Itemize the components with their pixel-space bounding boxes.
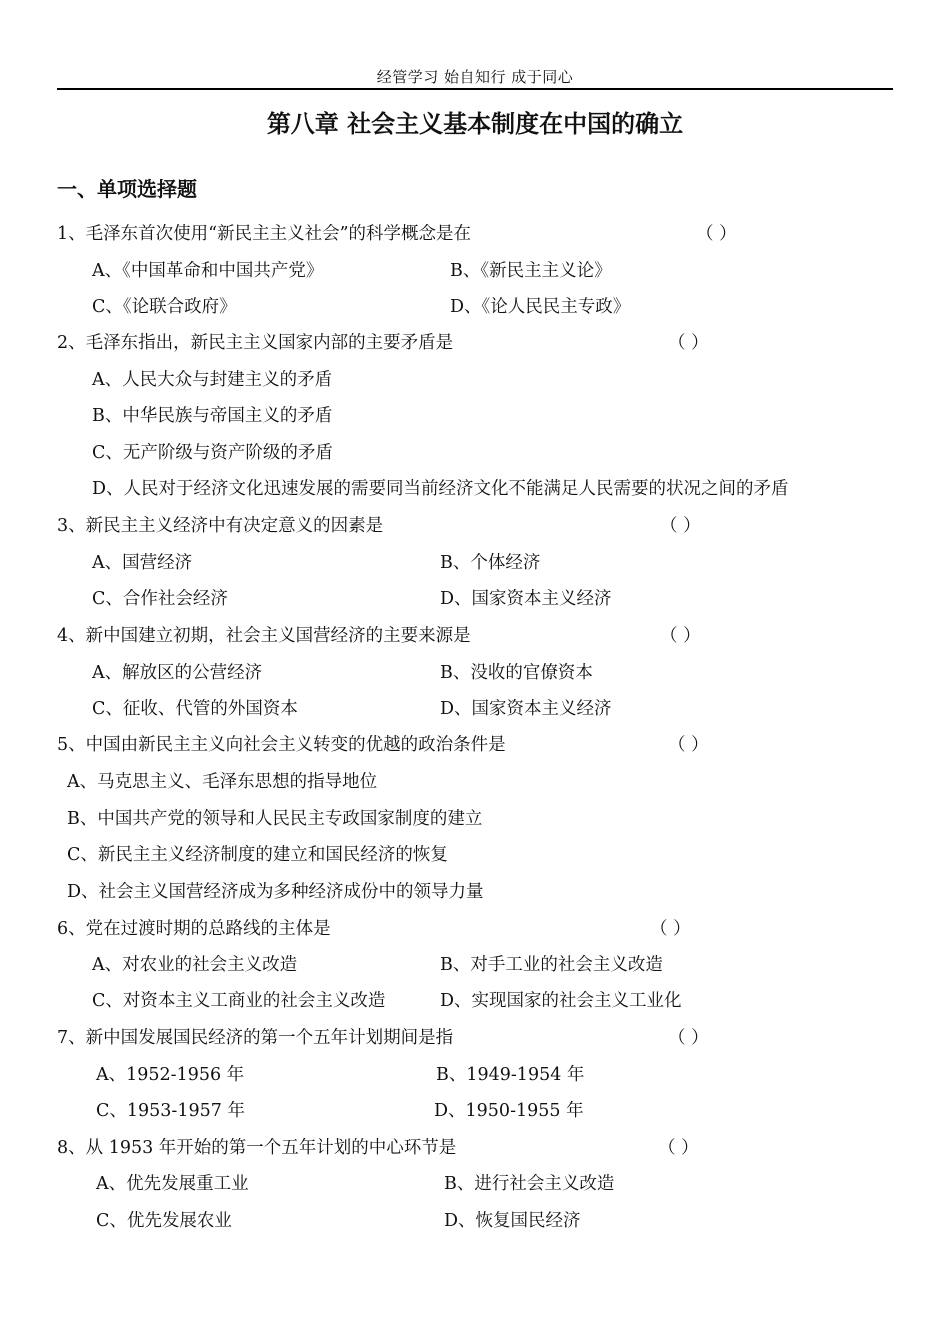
question-3-option-c: C、合作社会经济 xyxy=(92,589,228,609)
chapter-title: 第八章 社会主义基本制度在中国的确立 xyxy=(266,110,684,138)
question-4-option-b: B、没收的官僚资本 xyxy=(440,663,593,683)
question-6-stem: 6、党在过渡时期的总路线的主体是 xyxy=(57,919,331,939)
question-3-option-a: A、国营经济 xyxy=(92,553,193,573)
section-title: 一、单项选择题 xyxy=(57,177,197,201)
question-8-option-a: A、优先发展重工业 xyxy=(96,1174,249,1194)
question-2-option-d: D、人民对于经济文化迅速发展的需要同当前经济文化不能满足人民需要的状况之间的矛盾 xyxy=(92,479,789,499)
question-7-option-b: B、1949-1954 年 xyxy=(436,1065,585,1085)
question-1-option-c: C、《论联合政府》 xyxy=(92,297,237,317)
question-2-option-c: C、无产阶级与资产阶级的矛盾 xyxy=(92,443,333,463)
question-6-option-c: C、对资本主义工商业的社会主义改造 xyxy=(92,991,386,1011)
question-4-stem: 4、新中国建立初期，社会主义国营经济的主要来源是 xyxy=(57,626,471,646)
question-2-answer-blank: （ ） xyxy=(668,333,709,353)
page-header: 经管学习 始自知行 成于同心 xyxy=(376,68,574,86)
header-rule xyxy=(57,88,893,90)
question-6-option-b: B、对手工业的社会主义改造 xyxy=(440,955,663,975)
question-4-answer-blank: （ ） xyxy=(660,626,701,646)
question-8-option-c: C、优先发展农业 xyxy=(96,1211,232,1231)
question-7-stem: 7、新中国发展国民经济的第一个五年计划期间是指 xyxy=(57,1028,454,1048)
question-2-stem: 2、毛泽东指出，新民主主义国家内部的主要矛盾是 xyxy=(57,333,454,353)
question-5-answer-blank: （ ） xyxy=(668,735,709,755)
question-2-option-a: A、人民大众与封建主义的矛盾 xyxy=(92,370,333,390)
question-8-stem: 8、从 1953 年开始的第一个五年计划的中心环节是 xyxy=(57,1138,457,1158)
question-7-option-c: C、1953-1957 年 xyxy=(96,1101,245,1121)
question-5-option-d: D、社会主义国营经济成为多种经济成份中的领导力量 xyxy=(67,882,484,902)
question-5-option-c: C、新民主主义经济制度的建立和国民经济的恢复 xyxy=(67,845,448,865)
question-4-option-c: C、征收、代管的外国资本 xyxy=(92,699,298,719)
question-8-answer-blank: （ ） xyxy=(658,1138,699,1158)
question-6-answer-blank: （ ） xyxy=(650,919,691,939)
question-5-option-a: A、马克思主义、毛泽东思想的指导地位 xyxy=(67,772,378,792)
question-7-option-d: D、1950-1955 年 xyxy=(434,1101,584,1121)
question-1-stem: 1、毛泽东首次使用“新民主主义社会”的科学概念是在 xyxy=(57,224,472,244)
question-3-stem: 3、新民主主义经济中有决定意义的因素是 xyxy=(57,516,384,536)
question-5-stem: 5、中国由新民主主义向社会主义转变的优越的政治条件是 xyxy=(57,735,506,755)
question-6-option-a: A、对农业的社会主义改造 xyxy=(92,955,298,975)
question-8-option-b: B、进行社会主义改造 xyxy=(444,1174,615,1194)
question-7-answer-blank: （ ） xyxy=(668,1028,709,1048)
question-3-answer-blank: （ ） xyxy=(660,516,701,536)
question-5-option-b: B、中国共产党的领导和人民民主专政国家制度的建立 xyxy=(67,809,483,829)
question-1-answer-blank: （ ） xyxy=(696,224,737,244)
question-8-option-d: D、恢复国民经济 xyxy=(444,1211,581,1231)
question-4-option-a: A、解放区的公营经济 xyxy=(92,663,263,683)
question-6-option-d: D、实现国家的社会主义工业化 xyxy=(440,991,682,1011)
question-1-option-d: D、《论人民民主专政》 xyxy=(450,297,631,317)
question-4-option-d: D、国家资本主义经济 xyxy=(440,699,612,719)
question-1-option-b: B、《新民主主义论》 xyxy=(450,261,612,281)
question-1-option-a: A、《中国革命和中国共产党》 xyxy=(92,261,324,281)
question-7-option-a: A、1952-1956 年 xyxy=(96,1065,245,1085)
question-2-option-b: B、中华民族与帝国主义的矛盾 xyxy=(92,406,333,426)
question-3-option-b: B、个体经济 xyxy=(440,553,541,573)
question-3-option-d: D、国家资本主义经济 xyxy=(440,589,612,609)
